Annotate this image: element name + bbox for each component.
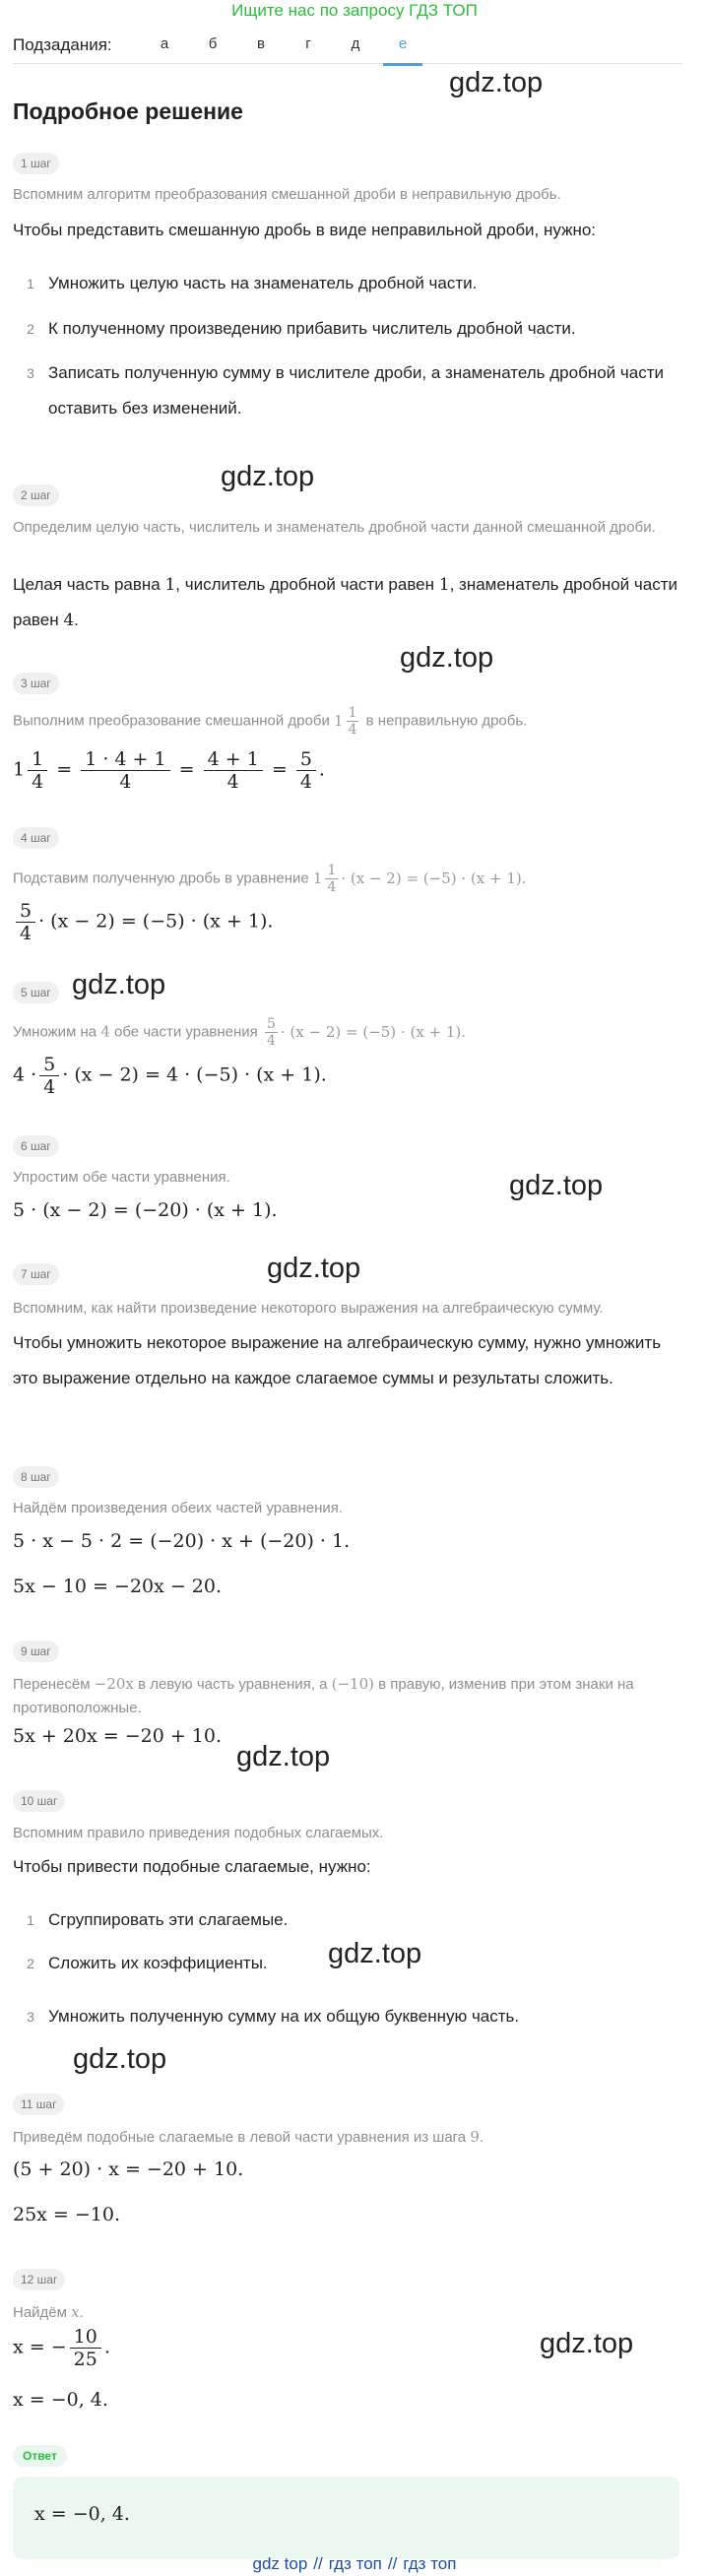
- math-fraction: [325, 863, 338, 895]
- math-whole: 1: [334, 711, 344, 730]
- step-hint: Упростим обе части уравнения.: [13, 1169, 230, 1186]
- equation: 5 · x − 5 · 2 = (−20) · x + (−20) · 1.: [13, 1530, 351, 1552]
- step-badge: 4 шаг: [13, 827, 59, 849]
- step-text: Чтобы привести подобные слагаемые, нужно:: [13, 1857, 371, 1876]
- equation: [13, 1054, 327, 1098]
- math-value: 9: [470, 2128, 480, 2146]
- equation: 5 · (x − 2) = (−20) · (x + 1).: [13, 1199, 278, 1221]
- step-badge: 11 шаг: [13, 2093, 64, 2115]
- step-text: Чтобы умножить некоторое выражение на алгебраическую сумму, нужно умножить это выражение отдельно на каждое слагаемое суммы и результаты сложить.: [13, 1333, 662, 1387]
- tab-b[interactable]: б: [208, 35, 218, 52]
- hint-text: .: [79, 2304, 84, 2321]
- denominator: 4: [266, 1033, 276, 1049]
- watermark: gdz.top: [267, 1253, 361, 1284]
- list-item: [13, 266, 682, 301]
- math-mixed-fraction: [334, 705, 361, 738]
- step-text: Чтобы представить смешанную дробь в виде неправильной дроби, нужно:: [13, 221, 597, 239]
- step-badge: 1 шаг: [13, 153, 59, 174]
- watermark: gdz.top: [449, 67, 544, 98]
- footer-separator: //: [313, 2554, 323, 2573]
- list-number: 3: [27, 365, 34, 381]
- math-whole: 1: [312, 869, 323, 887]
- list-item: [13, 355, 682, 426]
- math-fraction: [70, 2326, 101, 2370]
- page-title: Подробное решение: [13, 98, 243, 124]
- step-hint: Вспомним правило приведения подобных слагаемых.: [13, 1825, 384, 1841]
- list-text: Сложить их коэффициенты.: [48, 1954, 268, 1972]
- equation: 5x − 10 = −20x − 20.: [13, 1576, 223, 1597]
- math-inline: [262, 1016, 467, 1049]
- math-fraction: [204, 748, 263, 793]
- hint-text: обе части уравнения: [114, 1023, 258, 1041]
- watermark: gdz.top: [400, 642, 494, 674]
- equation: [13, 2326, 110, 2370]
- math-lead: 4 ·: [13, 1063, 37, 1086]
- step-hint: [13, 2300, 673, 2325]
- denominator: 4: [299, 771, 312, 793]
- step-hint: [13, 863, 673, 895]
- math-value: (−10): [331, 1675, 374, 1693]
- text-part: Целая часть равна: [13, 575, 165, 594]
- math-value: 1: [438, 575, 450, 595]
- step-badge: 6 шаг: [13, 1135, 59, 1157]
- answer-badge: Ответ: [13, 2445, 67, 2467]
- math-value: 1: [164, 575, 176, 595]
- numerator: 1: [327, 863, 337, 878]
- tab-v[interactable]: в: [257, 35, 265, 52]
- numerator: 5: [296, 748, 316, 771]
- search-banner: Ищите нас по запросу ГДЗ ТОП: [231, 1, 478, 20]
- equation: x = −0, 4.: [13, 2389, 108, 2411]
- footer-link[interactable]: gdz top: [252, 2554, 308, 2573]
- tab-a[interactable]: а: [160, 35, 169, 52]
- denominator: 4: [119, 771, 132, 793]
- watermark: gdz.top: [72, 969, 166, 1000]
- math-rest: · (x − 2) = (−5) · (x + 1).: [38, 910, 274, 933]
- denominator: 4: [32, 771, 44, 793]
- tab-d[interactable]: д: [351, 35, 360, 52]
- hint-text: в правую, изменив при этом знаки на противоположные.: [13, 1676, 634, 1716]
- list-text: Умножить целую часть на знаменатель дробной части.: [48, 274, 478, 292]
- step-hint: Вспомним, как найти произведение некоторого выражения на алгебраическую сумму.: [13, 1300, 604, 1317]
- math-rest: · (x − 2) = (−5) · (x + 1).: [341, 869, 527, 887]
- math-value: 4: [63, 611, 75, 630]
- step-hint: Вспомним алгоритм преобразования смешанной дроби в неправильную дробь.: [13, 186, 561, 203]
- list-item: [13, 1946, 682, 1981]
- math-op: =: [56, 758, 73, 781]
- hint-text: Приведём подобные слагаемые в левой части уравнения из шага: [13, 2129, 467, 2146]
- watermark: gdz.top: [236, 1741, 331, 1772]
- step-badge: 3 шаг: [13, 673, 59, 694]
- denominator: 4: [348, 722, 357, 738]
- list-item: [13, 311, 682, 347]
- equation: [13, 748, 325, 793]
- list-item: [13, 1999, 682, 2034]
- step-badge: 9 шаг: [13, 1641, 59, 1662]
- list-number: 2: [27, 1956, 34, 1971]
- math-fraction: [28, 748, 47, 793]
- hint-text: Перенесём: [13, 1676, 91, 1693]
- list-text: Умножить полученную сумму на их общую буквенную часть.: [48, 2007, 520, 2026]
- list-item: [13, 1902, 682, 1938]
- hint-text: в неправильную дробь.: [365, 712, 528, 730]
- answer-value: x = −0, 4.: [34, 2503, 130, 2525]
- math-fraction: [81, 748, 169, 793]
- math-fraction: [347, 705, 359, 738]
- math-op: =: [271, 758, 288, 781]
- step-hint: [13, 705, 673, 738]
- math-op: =: [178, 758, 195, 781]
- list-text: Сгруппировать эти слагаемые.: [48, 1910, 289, 1929]
- step-text: [13, 567, 682, 638]
- subtasks-bar: [13, 30, 682, 64]
- denominator: 4: [20, 923, 32, 944]
- hint-text: .: [479, 2129, 484, 2146]
- text-part: , числитель дробной части равен: [175, 575, 439, 594]
- answer-box: [13, 2477, 679, 2559]
- numerator: 5: [266, 1016, 276, 1032]
- math-value: −20x: [94, 1675, 134, 1693]
- hint-text: Найдём: [13, 2304, 67, 2321]
- math-fraction: [16, 900, 35, 944]
- math-fraction: [265, 1016, 278, 1049]
- step-hint: [13, 2125, 673, 2150]
- list-number: 1: [27, 1912, 34, 1928]
- math-fraction: [296, 748, 316, 793]
- denominator: 4: [327, 879, 337, 895]
- equation: (5 + 20) · x = −20 + 10.: [13, 2158, 244, 2180]
- watermark: gdz.top: [540, 2328, 634, 2359]
- math-inline: [312, 863, 527, 895]
- numerator: 5: [39, 1054, 59, 1076]
- list-text: К полученному произведению прибавить числитель дробной части.: [48, 319, 576, 338]
- numerator: 10: [70, 2326, 101, 2349]
- list-number: 3: [27, 2009, 34, 2025]
- subtasks-label: Подзадания:: [13, 35, 112, 54]
- numerator: 1 · 4 + 1: [81, 748, 169, 771]
- denominator: 4: [226, 771, 239, 793]
- text-part: .: [74, 611, 79, 629]
- hint-text: Подставим полученную дробь в уравнение: [13, 869, 309, 887]
- math-value: x: [71, 2303, 80, 2321]
- math-op: .: [318, 758, 325, 781]
- equation: 25x = −10.: [13, 2204, 121, 2225]
- numerator: 1: [28, 748, 47, 771]
- denominator: 25: [73, 2349, 97, 2370]
- step-badge: 5 шаг: [13, 982, 59, 1003]
- tab-g[interactable]: г: [305, 35, 311, 52]
- step-badge: 12 шаг: [13, 2269, 65, 2290]
- hint-text: Умножим на: [13, 1023, 97, 1041]
- numerator: 5: [16, 900, 35, 923]
- step-badge: 2 шаг: [13, 484, 59, 506]
- equation: 5x + 20x = −20 + 10.: [13, 1725, 223, 1747]
- step-hint: [13, 1672, 673, 1720]
- watermark: gdz.top: [509, 1170, 604, 1201]
- tab-e[interactable]: е: [383, 35, 422, 66]
- math-lead: x = −: [13, 2336, 67, 2358]
- watermark: gdz.top: [73, 2043, 167, 2075]
- footer-link[interactable]: гдз топ: [403, 2554, 457, 2573]
- watermark: gdz.top: [221, 461, 315, 492]
- math-fraction: [39, 1054, 59, 1098]
- text-part: , знаменатель дробной части равен: [13, 575, 677, 629]
- math-value: 4: [100, 1022, 110, 1041]
- step-hint: Определим целую часть, числитель и знаменатель дробной части данной смешанной дроби.: [13, 519, 656, 536]
- step-badge: 10 шаг: [13, 1790, 65, 1812]
- list-number: 1: [27, 276, 34, 291]
- list-text: Записать полученную сумму в числителе дроби, а знаменатель дробной части оставить без изменений.: [48, 363, 664, 418]
- step-hint: [13, 1016, 673, 1049]
- numerator: 4 + 1: [204, 748, 263, 771]
- footer-link[interactable]: гдз топ: [328, 2554, 382, 2573]
- denominator: 4: [43, 1076, 56, 1098]
- step-badge: 7 шаг: [13, 1263, 59, 1285]
- footer-links: [0, 2554, 709, 2574]
- math-op: .: [103, 2336, 110, 2358]
- step-hint: Найдём произведения обеих частей уравнения.: [13, 1500, 344, 1516]
- math-rest: · (x − 2) = (−5) · (x + 1).: [280, 1022, 467, 1041]
- numerator: 1: [348, 705, 357, 721]
- math-whole: 1: [13, 758, 26, 781]
- footer-separator: //: [387, 2554, 398, 2573]
- math-rest: · (x − 2) = 4 · (−5) · (x + 1).: [62, 1063, 327, 1086]
- list-number: 2: [27, 321, 34, 337]
- equation: [13, 900, 273, 944]
- watermark: gdz.top: [328, 1938, 422, 1969]
- hint-text: Выполним преобразование смешанной дроби: [13, 712, 330, 730]
- hint-text: в левую часть уравнения, а: [138, 1676, 328, 1693]
- step-badge: 8 шаг: [13, 1466, 59, 1488]
